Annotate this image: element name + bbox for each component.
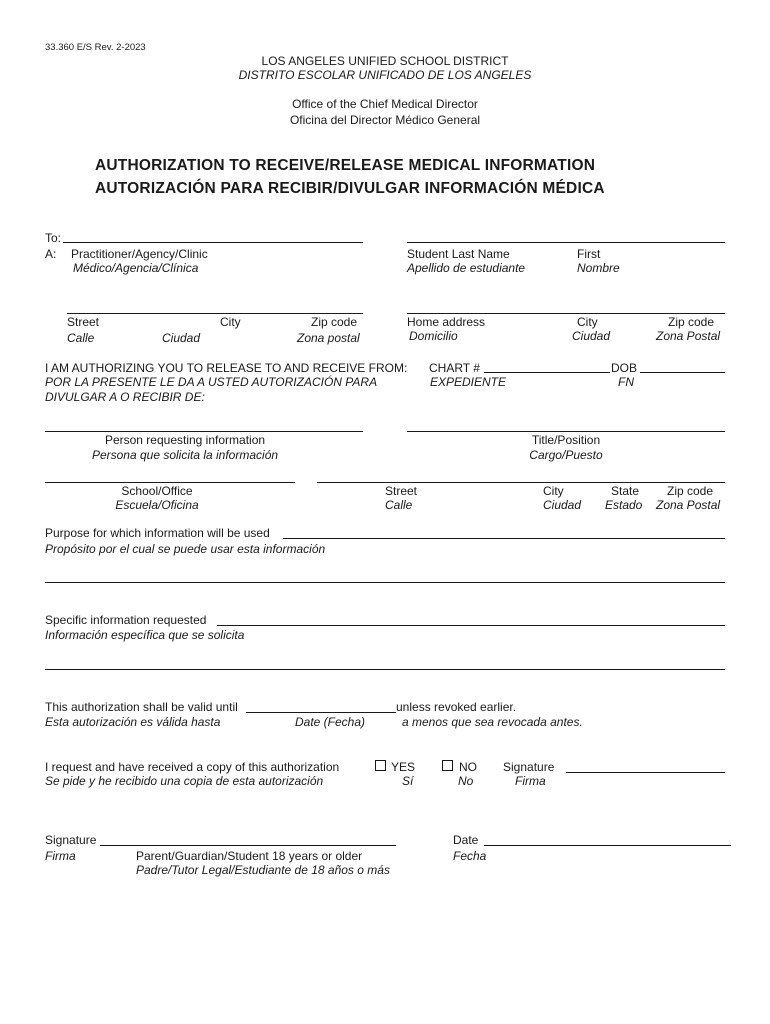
title-position-label-es: Cargo/Puesto bbox=[529, 448, 603, 462]
office-name-es: Oficina del Director Médico General bbox=[289, 113, 481, 127]
purpose-label-es: Propósito por el cual se puede usar esta información bbox=[45, 542, 326, 556]
home-zip-label-es: Zona Postal bbox=[656, 329, 721, 343]
valid-until-label-es: Esta autorización es válida hasta bbox=[45, 715, 221, 729]
copy-signature-label: Signature bbox=[503, 760, 555, 774]
unless-revoked-label: unless revoked earlier. bbox=[396, 700, 517, 714]
form-code: 33.360 E/S Rev. 2-2023 bbox=[45, 42, 146, 53]
first-name-label: First bbox=[577, 247, 601, 261]
no-label-es: No bbox=[458, 774, 474, 788]
practitioner-address-field[interactable] bbox=[67, 313, 363, 314]
specific-info-field[interactable] bbox=[217, 625, 725, 626]
signer-role-label-es: Padre/Tutor Legal/Estudiante de 18 años o más bbox=[136, 863, 390, 877]
date-label-es: Fecha bbox=[453, 849, 487, 863]
specific-info-field-line-2[interactable] bbox=[45, 669, 725, 670]
requester-zip-label: Zip code bbox=[667, 484, 714, 498]
purpose-label: Purpose for which information will be used bbox=[45, 526, 270, 540]
school-office-field[interactable] bbox=[45, 482, 295, 483]
valid-until-label: This authorization shall be valid until bbox=[45, 700, 238, 714]
person-requesting-label-es: Persona que solicita la información bbox=[91, 448, 279, 462]
yes-label: YES bbox=[391, 760, 416, 774]
requester-street-label-es: Calle bbox=[385, 498, 413, 512]
copy-request-label-es: Se pide y he recibido una copia de esta autorización bbox=[45, 774, 324, 788]
yes-checkbox[interactable] bbox=[375, 760, 386, 771]
specific-info-label-es: Información específica que se solicita bbox=[45, 628, 245, 642]
signature-label: Signature bbox=[45, 833, 97, 847]
page-title-es: AUTORIZACIÓN PARA RECIBIR/DIVULGAR INFORMACIÓN MÉDICA bbox=[95, 180, 605, 197]
page-title: AUTHORIZATION TO RECEIVE/RELEASE MEDICAL INFORMATION bbox=[95, 157, 596, 174]
city-label-es: Ciudad bbox=[162, 331, 201, 345]
dob-field[interactable] bbox=[640, 372, 725, 373]
home-zip-label: Zip code bbox=[668, 315, 715, 329]
office-name: Office of the Chief Medical Director bbox=[292, 97, 478, 111]
practitioner-label: Practitioner/Agency/Clinic bbox=[71, 247, 208, 261]
date-field[interactable] bbox=[484, 845, 731, 846]
requester-zip-label-es: Zona Postal bbox=[656, 498, 721, 512]
authorize-statement-es: POR LA PRESENTE LE DA A USTED AUTORIZACIÓN PARA bbox=[45, 375, 378, 389]
chart-number-field[interactable] bbox=[484, 372, 610, 373]
street-label-es: Calle bbox=[67, 331, 95, 345]
requester-city-label: City bbox=[543, 484, 564, 498]
requester-address-field[interactable] bbox=[317, 482, 725, 483]
person-requesting-label: Person requesting information bbox=[104, 433, 266, 447]
home-address-label: Home address bbox=[407, 315, 486, 329]
chart-label: CHART # bbox=[429, 361, 480, 375]
purpose-field[interactable] bbox=[283, 538, 725, 539]
yes-label-es: Sí bbox=[402, 774, 414, 788]
zip-label-es: Zona postal bbox=[297, 331, 360, 345]
city-label: City bbox=[220, 315, 241, 329]
date-label: Date bbox=[453, 833, 479, 847]
first-name-label-es: Nombre bbox=[577, 261, 620, 275]
requester-street-label: Street bbox=[385, 484, 418, 498]
requester-state-label: State bbox=[611, 484, 640, 498]
school-office-label: School/Office bbox=[121, 484, 193, 498]
district-name-es: DISTRITO ESCOLAR UNIFICADO DE LOS ANGELES bbox=[238, 68, 532, 82]
zip-label: Zip code bbox=[311, 315, 358, 329]
home-city-label-es: Ciudad bbox=[572, 329, 611, 343]
requester-city-label-es: Ciudad bbox=[543, 498, 582, 512]
person-requesting-field[interactable] bbox=[45, 431, 363, 432]
street-label: Street bbox=[67, 315, 100, 329]
copy-signature-label-es: Firma bbox=[515, 774, 546, 788]
no-checkbox[interactable] bbox=[442, 760, 453, 771]
unless-revoked-label-es: a menos que sea revocada antes. bbox=[402, 715, 583, 729]
purpose-field-line-2[interactable] bbox=[45, 582, 725, 583]
authorize-statement-es-2: DIVULGAR A O RECIBIR DE: bbox=[45, 390, 205, 404]
authorize-statement: I AM AUTHORIZING YOU TO RELEASE TO AND RECEIVE FROM: bbox=[45, 361, 408, 375]
student-name-field[interactable] bbox=[407, 242, 725, 243]
signer-role-label: Parent/Guardian/Student 18 years or older bbox=[136, 849, 363, 863]
expediente-label: EXPEDIENTE bbox=[430, 375, 507, 389]
student-last-name-label-es: Apellido de estudiante bbox=[407, 261, 526, 275]
district-name: LOS ANGELES UNIFIED SCHOOL DISTRICT bbox=[261, 54, 509, 68]
practitioner-field[interactable] bbox=[63, 242, 363, 243]
practitioner-label-es: Médico/Agencia/Clínica bbox=[73, 261, 199, 275]
to-label: To: bbox=[45, 231, 62, 245]
signature-field[interactable] bbox=[100, 845, 396, 846]
student-last-name-label: Student Last Name bbox=[407, 247, 510, 261]
home-address-field[interactable] bbox=[407, 313, 725, 314]
title-position-label: Title/Position bbox=[531, 433, 601, 447]
school-office-label-es: Escuela/Oficina bbox=[115, 498, 199, 512]
date-label-es: Date (Fecha) bbox=[295, 715, 366, 729]
dob-label: DOB bbox=[611, 361, 638, 375]
copy-signature-field[interactable] bbox=[566, 772, 725, 773]
requester-state-label-es: Estado bbox=[605, 498, 643, 512]
fn-label: FN bbox=[618, 375, 634, 389]
title-position-field[interactable] bbox=[407, 431, 725, 432]
home-address-label-es: Domicilio bbox=[409, 329, 458, 343]
a-marker: A: bbox=[45, 247, 57, 261]
signature-label-es: Firma bbox=[45, 849, 76, 863]
copy-request-label: I request and have received a copy of this authorization bbox=[45, 760, 340, 774]
specific-info-label: Specific information requested bbox=[45, 613, 207, 627]
home-city-label: City bbox=[577, 315, 598, 329]
valid-until-date-field[interactable] bbox=[246, 712, 396, 713]
no-label: NO bbox=[459, 760, 477, 774]
